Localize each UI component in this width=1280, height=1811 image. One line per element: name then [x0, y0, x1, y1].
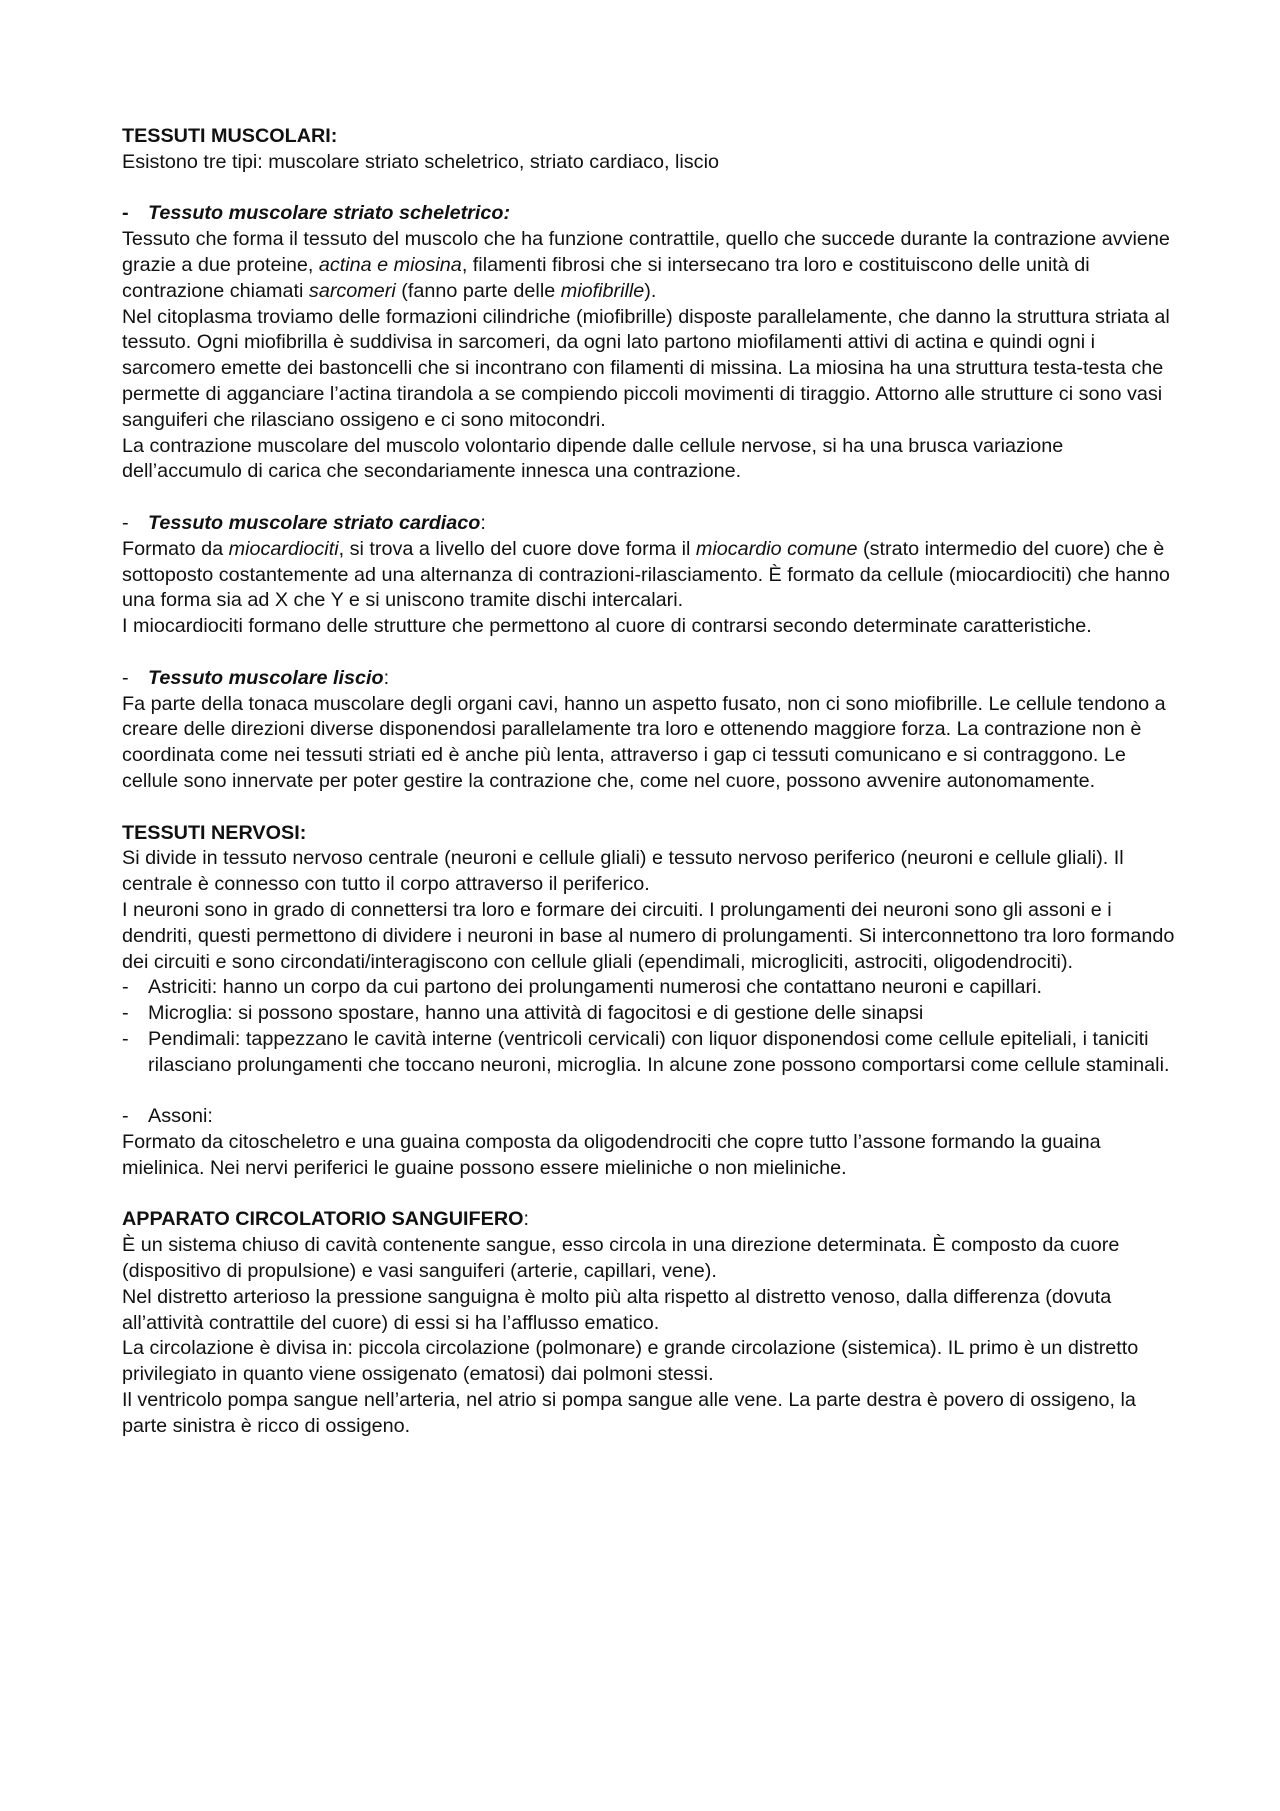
subheading-scheletrico — [122, 201, 1182, 227]
dash-bullet: - — [122, 202, 129, 225]
scheletrico-paragraph-2: Nel citoplasma troviamo delle formazioni cilindriche (miofibrille) disposte parallelamente, che danno la struttura striata al tessuto. Ogni miofibrilla è suddivisa in sarcomeri, da ogni lato partono miofilamenti attivi di actina e quindi ogni i sarcomero emette dei bastoncelli che si incontrano con filamenti di missina. La miosina ha una struttura testa-testa che permette di agganciare l’actina tirandola a se compiendo piccoli movimenti di tiraggio. Attorno alle strutture ci sono vasi sanguiferi che rilasciano ossigeno e ci sono mitocondri. — [122, 305, 1170, 431]
subheading-scheletrico-title: Tessuto muscolare striato scheletrico: — [148, 202, 511, 225]
list-item: - Microglia: si possono spostare, hanno una attività di fagocitosi e di gestione delle sinapsi — [122, 1002, 924, 1025]
subheading-assoni-title: Assoni: — [148, 1105, 213, 1128]
heading-apparato-circolatorio: APPARATO CIRCOLATORIO SANGUIFERO: — [122, 1208, 529, 1231]
muscolari-intro: Esistono tre tipi: muscolare striato scheletrico, striato cardiaco, liscio — [122, 150, 719, 173]
dash-bullet: - — [122, 1105, 129, 1128]
subheading-liscio: - Tessuto muscolare liscio: — [122, 666, 1182, 692]
assoni-paragraph-1: Formato da citoscheletro e una guaina composta da oligodendrociti che copre tutto l’assone formando la guaina mielinica. Nei nervi periferici le guaine possono essere mieliniche o non mieliniche. — [122, 1131, 1101, 1179]
liscio-paragraph-1: Fa parte della tonaca muscolare degli organi cavi, hanno un aspetto fusato, non ci sono miofibrille. Le cellule tendono a creare delle direzioni diverse disponendosi parallelamente tra loro e ottenendo maggiore forza. La contrazione non è coordinata come nei tessuti striati ed è anche più lenta, attraverso i gap ci tessuti comunicano e si contraggono. Le cellule sono innervate per poter gestire la contrazione che, come nel cuore, possono avvenire autonomamente. — [122, 692, 1166, 792]
scheletrico-paragraph-3: La contrazione muscolare del muscolo volontario dipende dalle cellule nervose, si ha una brusca variazione dell’accumulo di carica che secondariamente innesca una contrazione. — [122, 434, 1064, 483]
subheading-liscio-title: Tessuto muscolare liscio — [148, 666, 384, 689]
nervosi-paragraph-1: Si divide in tessuto nervoso centrale (neuroni e cellule gliali) e tessuto nervoso periferico (neuroni e cellule gliali). Il centrale è connesso con tutto il corpo attraverso il periferico. — [122, 847, 1124, 896]
document-page — [122, 124, 1182, 1440]
subheading-cardiaco-title: Tessuto muscolare striato cardiaco — [148, 511, 481, 534]
heading-tessuti-nervosi: TESSUTI NERVOSI: — [122, 821, 307, 844]
circolatorio-paragraph-2: Nel distretto arterioso la pressione sanguigna è molto più alta rispetto al distretto venoso, dalla differenza (dovuta all’attività contrattile del cuore) di essi si ha l’afflusso ematico. — [122, 1285, 1112, 1334]
list-item: - Astriciti: hanno un corpo da cui partono dei prolungamenti numerosi che contattano neuroni e capillari. — [122, 976, 1042, 999]
cardiaco-paragraph-1: Formato da miocardiociti, si trova a livello del cuore dove forma il miocardio comune (strato intermedio del cuore) che è sottoposto costantemente ad una alternanza di contrazioni-rilasciamento. È formato da cellule (miocardiociti) che hanno una forma sia ad X che Y e si uniscono tramite dischi intercalari. — [122, 537, 1170, 612]
circolatorio-paragraph-3: La circolazione è divisa in: piccola circolazione (polmonare) e grande circolazione (sistemica). IL primo è un distretto privilegiato in quanto viene ossigenato (ematosi) dai polmoni stessi. — [122, 1337, 1139, 1386]
subheading-cardiaco: - Tessuto muscolare striato cardiaco: — [122, 511, 1182, 537]
cardiaco-paragraph-2: I miocardiociti formano delle strutture che permettono al cuore di contrarsi secondo determinate caratteristiche. — [122, 615, 1092, 638]
nervosi-paragraph-2: I neuroni sono in grado di connettersi tra loro e formare dei circuiti. I prolungamenti dei neuroni sono gli assoni e i dendriti, questi permettono di dividere i neuroni in base al numero di prolungamenti. Si interconnettono tra loro formando dei circuiti e sono circondati/interagiscono con cellule gliali (ependimali, microgliciti, astrociti, oligodendrociti). — [122, 898, 1175, 973]
circolatorio-paragraph-4: Il ventricolo pompa sangue nell’arteria, nel atrio si pompa sangue alle vene. La parte destra è povero di ossigeno, la parte sinistra è ricco di ossigeno. — [122, 1389, 1136, 1437]
heading-tessuti-muscolari: TESSUTI MUSCOLARI: — [122, 125, 338, 147]
dash-bullet: - — [122, 511, 129, 534]
scheletrico-paragraph-1: Tessuto che forma il tessuto del muscolo che ha funzione contrattile, quello che succede durante la contrazione avviene grazie a due proteine, actina e miosina, filamenti fibrosi che si intersecano tra loro e costituiscono delle unità di contrazione chiamati sarcomeri (fanno parte delle miofibrille). — [122, 228, 1170, 302]
list-item: - Pendimali: tappezzano le cavità interne (ventricoli cervicali) con liquor disponendosi come cellule epiteliali, i taniciti rilasciano prolungamenti che toccano neuroni, microglia. In alcune zone possono comportarsi come cellule staminali. — [122, 1027, 1170, 1076]
dash-bullet: - — [122, 666, 129, 689]
circolatorio-paragraph-1: È un sistema chiuso di cavità contenente sangue, esso circola in una direzione determinata. È composto da cuore (dispositivo di propulsione) e vasi sanguiferi (arterie, capillari, vene). — [122, 1234, 1120, 1283]
subheading-assoni — [122, 1104, 1182, 1130]
